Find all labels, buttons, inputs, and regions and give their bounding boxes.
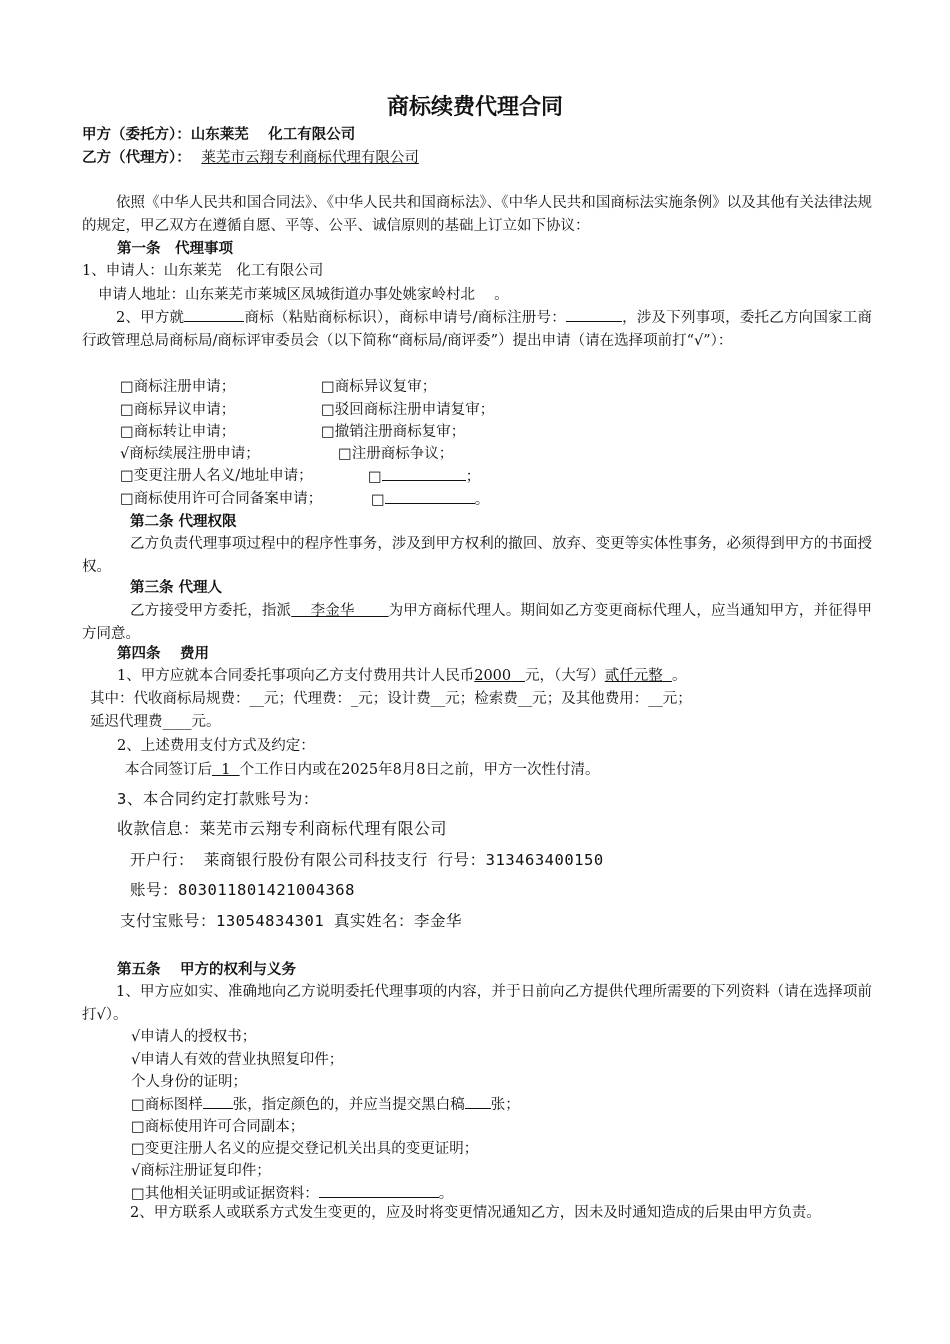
party-b-label: 乙方（代理方）： (82, 150, 191, 166)
payment-days: 1 (221, 762, 231, 778)
material-item: □其他相关证明或证据资料： 。 (131, 1183, 921, 1204)
party-a (82, 125, 872, 145)
article-1-item2: 2、甲方就 商标（粘贴商标标识），商标申请号/商标注册号： ，涉及下列事项，委托乙方向国家工商行政管理总局商标局/商标评审委员会（以下简称“商标局/商评委”）提出申请（请在选择项前打“√”）： (82, 307, 872, 353)
article-5-text1: 1、甲方应如实、准确地向乙方说明委托代理事项的内容，并于日前向乙方提供代理所需要的下列资料（请在选择项前打√）。 (82, 984, 872, 1023)
article-5-heading: 第五条 甲方的权利与义务 (117, 962, 297, 978)
registration-number-blank (566, 307, 622, 322)
option-item: □变更注册人名义/地址申请； (120, 468, 313, 484)
option-item: □商标使用许可合同备案申请； (120, 491, 323, 507)
page-title: 商标续费代理合同 (386, 95, 563, 120)
alipay-info: 支付宝账号：13054834301 真实姓名：李金华 (120, 912, 462, 930)
material-item: □商标图样 张，指定颜色的，并应当提交黑白稿 张； (131, 1094, 921, 1115)
agent-name: 李金华 (291, 603, 389, 619)
bank-info: 开户行： 莱商银行股份有限公司科技支行 行号：313463400150 (130, 851, 604, 869)
fee-amount: 2000 (474, 668, 512, 684)
material-item: 个人身份的证明； (131, 1074, 247, 1090)
trademark-blank (184, 307, 244, 322)
option-item: √商标续展注册申请； (120, 446, 260, 462)
payment-terms: 本合同签订后 1 个工作日内或在2025年8月8日之前，甲方一次性付清。 (125, 762, 600, 778)
material-item: √申请人的授权书； (131, 1029, 257, 1045)
fee-total-line: 1、甲方应就本合同委托事项向乙方支付费用共计人民币2000 元，（大写）贰仟元整 。 (117, 668, 687, 684)
party-a-label: 甲方（委托方）： (82, 127, 191, 143)
applicant-line: 1、申请人：山东莱芜 化工有限公司 (82, 263, 324, 279)
intro-paragraph: 依照《中华人民共和国合同法》、《中华人民共和国商标法》、《中华人民共和国商标法实施条例》以及其他有关法律法规的规定，甲乙双方在遵循自愿、平等、公平、诚信原则的基础上订立如下协议： (82, 195, 872, 234)
option-item: □ 。 (371, 489, 671, 510)
option-item: □商标异议复审； (321, 379, 437, 395)
option-item: □商标注册申请； (120, 379, 236, 395)
option-item: □商标转让申请； (120, 424, 236, 440)
article-3-heading: 第三条 代理人 (130, 580, 223, 596)
fee-amount-upper: 贰仟元整 (604, 668, 663, 684)
account-number: 账号：803011801421004368 (130, 881, 355, 899)
article-4-heading: 第四条 费用 (117, 646, 210, 662)
party-a-name: 山东莱芜 化工有限公司 (190, 127, 356, 143)
article-2-heading: 第二条 代理权限 (130, 514, 237, 530)
option-item: □ ； (368, 466, 668, 487)
account-heading: 3、本合同约定打款账号为： (117, 790, 319, 808)
material-item: □商标使用许可合同副本； (131, 1119, 305, 1135)
article-5-text2: 2、甲方联系人或联系方式发生变更的，应及时将变更情况通知乙方，因未及时通知造成的后果由甲方负责。 (130, 1205, 821, 1221)
payee-info: 收款信息：莱芜市云翔专利商标代理有限公司 (117, 819, 448, 838)
option-item: □注册商标争议； (338, 446, 454, 462)
material-item: √申请人有效的营业执照复印件； (131, 1052, 344, 1068)
delay-fee: 延迟代理费____元。 (90, 714, 221, 730)
article-2-text: 乙方负责代理事项过程中的程序性事务，涉及到甲方权利的撤回、放弃、变更等实体性事务，必须得到甲方的书面授权。 (82, 536, 872, 575)
article-3-text: 乙方接受甲方委托，指派 李金华 为甲方商标代理人。期间如乙方变更商标代理人，应当通知甲方，并征得甲方同意。 (82, 603, 873, 642)
option-item: □驳回商标注册申请复审； (321, 402, 495, 418)
option-item: □撤销注册商标复审； (321, 424, 466, 440)
article-1-heading: 第一条 代理事项 (117, 241, 233, 257)
fee-breakdown: 其中：代收商标局规费：__元；代理费：_元；设计费__元；检索费__元；及其他费用：__元； (90, 691, 692, 707)
party-b (82, 148, 872, 168)
material-item: √商标注册证复印件； (131, 1163, 271, 1179)
payment-heading: 2、上述费用支付方式及约定： (117, 738, 315, 754)
option-item: □商标异议申请； (120, 402, 236, 418)
material-item: □变更注册人名义的应提交登记机关出具的变更证明； (131, 1141, 479, 1157)
party-b-name: 莱芜市云翔专利商标代理有限公司 (201, 150, 419, 166)
applicant-address: 申请人地址：山东莱芜市莱城区凤城街道办事处姚家岭村北 。 (98, 287, 509, 303)
